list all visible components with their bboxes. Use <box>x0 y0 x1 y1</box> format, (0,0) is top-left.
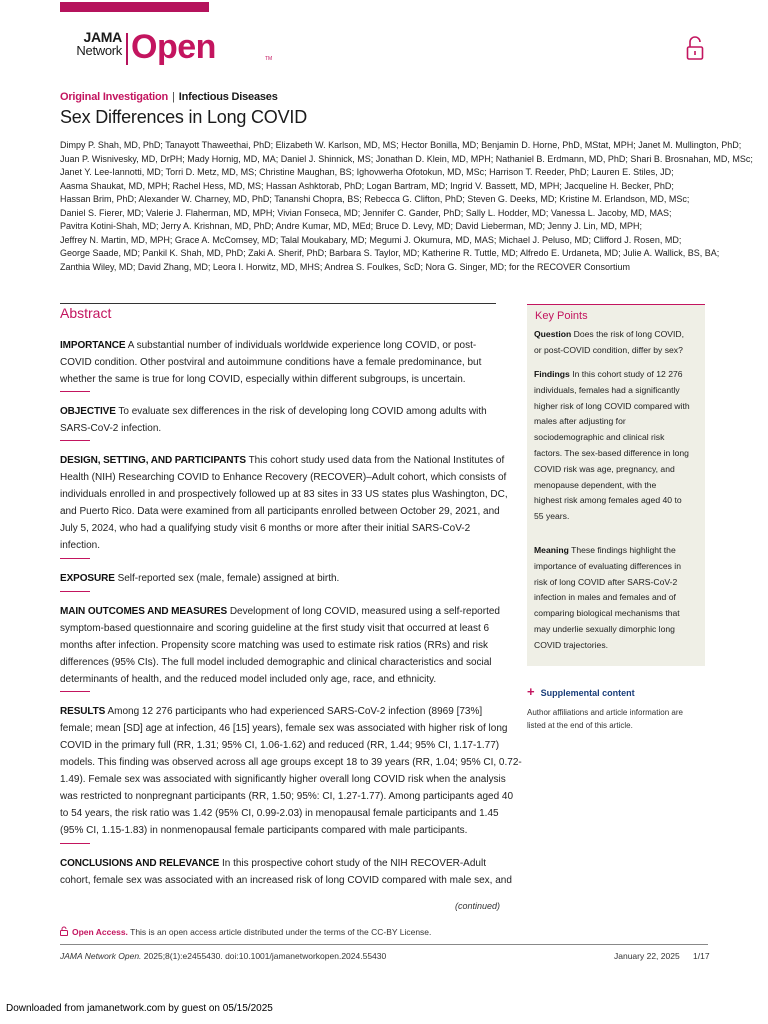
open-access-label[interactable]: Open Access. <box>72 927 128 937</box>
continued-note: (continued) <box>455 901 501 911</box>
abstract-text: differences (95% CIs). The full model included demographic and clinical characteristics and social <box>60 657 492 668</box>
abstract-text: was restricted to nonpregnant participants (RR, 1.50; 95%: CI, 1.27-1.77). Among participants aged 40 <box>60 791 514 802</box>
key-point-text: sociodemographic and clinical risk <box>534 432 665 443</box>
abstract-text: determinants of health, and the reduced model included only age, race, and ethnicity. <box>60 674 437 685</box>
logo-jama: JAMA <box>83 29 122 45</box>
abstract-section-label: EXPOSURE <box>60 573 115 584</box>
author-line: Jeffrey N. Martin, MD, MPH; Grace A. McComsey, MD; Talal Moukabary, MD; Megumi J. Okumura, MD, MAS; Michael J. Peluso, MD; Clifford J. Rosen, MD; <box>60 234 682 245</box>
key-point-section <box>534 367 704 525</box>
article-topic[interactable]: Infectious Diseases <box>178 91 278 103</box>
abstract-section-label: MAIN OUTCOMES AND MEASURES <box>60 606 228 617</box>
key-point-line <box>534 399 704 415</box>
key-point-text: risk of long COVID after SARS-CoV-2 <box>534 576 678 587</box>
abstract-section <box>60 570 500 587</box>
key-point-text: males after adjusting for <box>534 416 626 427</box>
author-line: Hassan Brim, PhD; Alexander W. Charney, MD, PhD; Tananshi Chopra, BS; Rebecca G. Clifton, PhD; Steven G. Deeks, MD; Kristine M. Erlandson, MD, MSc; <box>60 194 690 204</box>
section-divider <box>60 591 90 592</box>
abstract-text: infection. <box>60 540 101 551</box>
key-points-box <box>527 304 705 666</box>
abstract-text: COVID condition. Other postviral and autoimmune conditions have a female predominance, but <box>60 357 482 368</box>
abstract-line <box>60 720 508 737</box>
key-point-line <box>534 414 704 430</box>
abstract-line <box>60 603 500 620</box>
key-point-text: These findings highlight the <box>571 545 676 555</box>
footer-doi[interactable]: 2025;8(1):e2455430. doi:10.1001/jamanetworkopen.2024.55430 <box>143 951 387 961</box>
abstract-line <box>60 537 500 554</box>
download-note: Downloaded from jamanetwork.com by guest on 05/15/2025 <box>6 1003 273 1014</box>
supplemental-content-link[interactable] <box>527 684 635 699</box>
abstract-section <box>60 703 522 839</box>
abstract-text: COVID in the primary full (RR, 1.31; 95% CI, 1.06-1.62) and reduced (RR, 1.44; 95% CI, 1.17-1.77) <box>60 740 500 751</box>
author-line: Janet Y. Lee-Iannotti, MD; Torri D. Metz, MD, MS; Christine Maughan, BS; Ighovwerha Ofotokun, MD, MSc; Harrison T. Reeder, PhD; Lauren E. Stiles, JD; <box>60 167 674 177</box>
logo-open: Open <box>131 28 216 66</box>
key-point-label: Question <box>534 329 572 339</box>
affiliations-note <box>527 707 707 732</box>
abstract-text: To evaluate sex differences in the risk of developing long COVID among adults with <box>118 406 487 417</box>
abstract-line <box>60 486 508 503</box>
abstract-line <box>60 452 505 469</box>
key-point-text: infection in males and females and of <box>534 592 676 603</box>
abstract-line <box>60 637 500 654</box>
abstract-text: In this prospective cohort study of the NIH RECOVER-Adult <box>221 858 486 869</box>
key-point-text: individuals, females had a significantly <box>534 384 680 395</box>
key-point-line <box>534 509 704 525</box>
author-line: Aasma Shaukat, MD, MPH; Rachel Hess, MD, MS; Hassan Ashktorab, PhD; Logan Bartram, MD; Ingrid V. Bassett, MD, MPH; Jacqueline H. Becker, PhD; <box>60 180 674 191</box>
key-point-label: Meaning <box>534 545 569 555</box>
key-point-text: COVID trajectories. <box>534 639 609 650</box>
author-line: Juan P. Wisnivesky, MD, DrPH; Mady Hornig, MD, MA; Daniel J. Shinnick, MS; Jonathan D. Klein, MD, MPH; Nathaniel B. Erdmann, MD, PhD; Shari B. Brosnahan, MD, MSc; <box>60 153 753 164</box>
key-point-line <box>534 590 704 606</box>
abstract-line <box>60 354 500 371</box>
key-point-text: highest risk among females aged 40 to <box>534 495 682 506</box>
key-points-heading: Key Points <box>535 310 588 322</box>
author-line: George Saade, MD; Pankil K. Shah, MD, PhD; Zaki A. Sherif, PhD; Barbara S. Taylor, MD; Katherine R. Tuttle, MD; Alfredo E. Urdaneta, MD; Julie A. Wallick, BS, BA; <box>60 248 720 258</box>
abstract-text: This cohort study used data from the National Institutes of <box>248 455 505 466</box>
abstract-line <box>60 754 522 771</box>
footer-journal: JAMA Network Open. <box>60 951 142 961</box>
plus-icon: + <box>527 684 535 699</box>
abstract-line <box>60 620 500 637</box>
abstract-text: female; mean [SD] age at infection, 46 [15] years), female sex was associated with higher risk of long <box>60 723 508 734</box>
abstract-text: A substantial number of individuals worldwide experience long COVID, or post- <box>127 340 477 351</box>
section-divider <box>60 843 90 844</box>
abstract-section <box>60 403 500 437</box>
abstract-section-label: OBJECTIVE <box>60 406 116 417</box>
key-point-line <box>534 327 704 343</box>
abstract-line <box>60 520 500 537</box>
abstract-line <box>60 654 500 671</box>
key-point-label: Findings <box>534 369 570 379</box>
key-point-text: may underlie sexually dimorphic long <box>534 623 675 634</box>
abstract-text: to 54 years, the risk ratio was 1.42 (95% CI, 0.99-2.03) in menopausal female participants and 1.45 <box>60 808 499 819</box>
key-point-line <box>534 343 704 359</box>
abstract-line <box>60 822 500 839</box>
abstract-section-label: CONCLUSIONS AND RELEVANCE <box>60 858 220 869</box>
abstract-section-label: DESIGN, SETTING, AND PARTICIPANTS <box>60 455 246 466</box>
article-category <box>60 91 278 103</box>
author-line: Zanthia Wiley, MD; David Zhang, MD; Leora I. Horwitz, MD, MHS; Andrea S. Foulkes, ScD; Nora G. Singer, MD; for the RECOVER Consortium <box>60 261 631 272</box>
key-point-section <box>534 327 704 359</box>
abstract-line <box>60 469 507 486</box>
affiliations-line: listed at the end of this article. <box>527 720 633 730</box>
key-point-text: In this cohort study of 12 276 <box>572 369 683 379</box>
abstract-text: July 5, 2024, who had a qualifying study visit 6 months or more after their initial SARS-CoV-2 <box>60 523 471 534</box>
key-point-text: or post-COVID condition, differ by sex? <box>534 344 683 355</box>
key-point-text: importance of evaluating differences in <box>534 560 681 571</box>
abstract-line <box>60 805 500 822</box>
author-line: Pavitra Kotini-Shah, MD; Jerry A. Krishnan, MD, PhD; Andre Kumar, MD, MEd; Bruce D. Levy, MD; David Lieberman, MD; Jenny J. Lin, MD, MPH; <box>60 221 643 231</box>
abstract-section <box>60 452 508 554</box>
open-access-note <box>60 926 431 937</box>
article-title: Sex Differences in Long COVID <box>60 107 307 127</box>
abstract-line <box>60 737 500 754</box>
author-line: Daniel S. Fierer, MD; Valerie J. Flaherman, MD, MPH; Vivian Fonseca, MD; Jennifer C. Gander, PhD; Sally L. Hodder, MD; Vanessa L. Jacoby, MD, MAS; <box>60 207 672 218</box>
key-point-line <box>534 478 704 494</box>
section-divider <box>60 440 90 441</box>
abstract-line <box>60 403 500 420</box>
key-point-line <box>534 430 704 446</box>
abstract-heading: Abstract <box>60 305 112 321</box>
abstract-line <box>60 703 500 720</box>
key-point-text: higher risk of long COVID compared with <box>534 400 690 411</box>
abstract-text: symptom-based questionnaire and scoring guideline at the first study visit that occurred at least 6 <box>60 623 490 634</box>
brand-top-bar <box>60 2 209 12</box>
key-point-line <box>534 462 704 478</box>
abstract-line <box>60 855 500 872</box>
abstract-line <box>60 503 500 520</box>
abstract-text: Among 12 276 participants who had experienced SARS-CoV-2 infection (8969 [73%] <box>107 706 483 717</box>
key-point-line <box>534 622 704 638</box>
key-point-text: COVID risk was age, pregnancy, and <box>534 463 675 474</box>
open-lock-icon <box>686 36 704 67</box>
key-point-text: comparing biological mechanisms that <box>534 608 680 619</box>
author-line: Dimpy P. Shah, MD, PhD; Tanayott Thaweethai, PhD; Elizabeth W. Karlson, MD, MS; Hector Bonilla, MD; Benjamin D. Horne, PhD, MStat, MPH; Janet M. Mullington, PhD; <box>60 140 742 150</box>
section-divider <box>60 691 90 692</box>
abstract-text: cohort, female sex was associated with an increased risk of long COVID compared with male sex, and <box>60 875 512 886</box>
author-list <box>60 139 753 274</box>
abstract-line <box>60 671 500 688</box>
abstract-line <box>60 570 500 587</box>
abstract-line <box>60 371 500 388</box>
abstract-section <box>60 603 500 688</box>
key-point-line <box>534 638 704 654</box>
abstract-section <box>60 337 500 388</box>
category-separator: | <box>172 91 175 103</box>
footer-date: January 22, 2025 <box>614 951 680 961</box>
abstract-text: months after infection. Propensity score matching was used to estimate risk ratios (RRs) and risk <box>60 640 488 651</box>
supplemental-label: Supplemental content <box>540 688 635 698</box>
logo-tm: TM <box>265 56 273 62</box>
section-divider <box>60 391 90 392</box>
key-point-line <box>534 575 704 591</box>
abstract-text: and Puerto Rico. Data were examined from all participants enrolled between October 29, 2021, and <box>60 506 500 517</box>
abstract-line <box>60 788 514 805</box>
key-point-line <box>534 367 704 383</box>
section-divider <box>60 558 90 559</box>
abstract-text: (95% CI, 1.15-1.83) in nonmenopausal female participants compared with male participants. <box>60 825 468 836</box>
footer-citation <box>60 951 386 961</box>
abstract-heading-block <box>60 303 496 321</box>
abstract-text: SARS-CoV-2 infection. <box>60 423 162 434</box>
key-point-line <box>534 559 704 575</box>
abstract-text: 1.49). Female sex was associated with significantly higher overall long COVID risk when the analysis <box>60 774 506 785</box>
abstract-line <box>60 872 512 889</box>
abstract-text: individuals enrolled in and prospectively followed up at 83 sites in 33 US states plus Washington, DC, <box>60 489 508 500</box>
key-point-text: factors. The sex-based difference in long <box>534 447 689 458</box>
key-point-line <box>534 383 704 399</box>
abstract-line <box>60 771 506 788</box>
key-point-line <box>534 606 704 622</box>
footer-page: 1/17 <box>693 951 710 961</box>
key-point-text: Does the risk of long COVID, <box>573 329 684 339</box>
abstract-text: models. This finding was observed across all age groups except 18 to 39 years (RR, 1.04; 95% CI, 0.72- <box>60 757 522 768</box>
affiliations-line: Author affiliations and article information are <box>527 708 683 717</box>
abstract-text: Health (NIH) Researching COVID to Enhance Recovery (RECOVER)–Adult cohort, which consists of <box>60 472 507 483</box>
logo-network: Network <box>76 43 122 58</box>
footer-divider <box>60 944 708 945</box>
abstract-line <box>60 337 500 354</box>
logo-divider <box>126 33 128 65</box>
open-access-text: This is an open access article distributed under the terms of the CC-BY License. <box>130 927 432 937</box>
article-type[interactable]: Original Investigation <box>60 91 169 103</box>
key-point-section <box>534 543 704 654</box>
key-point-text: 55 years. <box>534 511 570 522</box>
abstract-text: whether the same is true for long COVID, especially within different subgroups, is uncertain. <box>60 374 466 385</box>
key-point-line <box>534 493 704 509</box>
abstract-section <box>60 855 512 889</box>
abstract-line <box>60 420 500 437</box>
abstract-text: Self-reported sex (male, female) assigned at birth. <box>117 573 340 584</box>
abstract-section-label: IMPORTANCE <box>60 340 126 351</box>
open-access-icon <box>60 926 68 936</box>
key-point-line <box>534 446 704 462</box>
abstract-section-label: RESULTS <box>60 706 106 717</box>
key-point-text: menopause dependent, with the <box>534 479 657 490</box>
key-point-line <box>534 543 704 559</box>
abstract-text: Development of long COVID, measured using a self-reported <box>229 606 500 617</box>
